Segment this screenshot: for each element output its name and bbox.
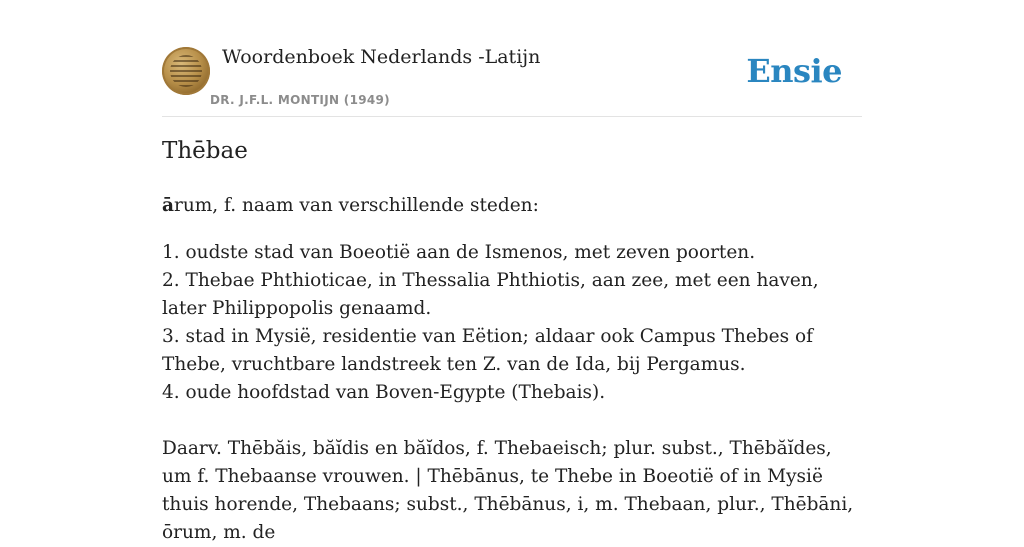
definition-4: 4. oude hoofdstad van Boven-Egypte (Thebais). <box>162 382 606 403</box>
definition-2: 2. Thebae Phthioticae, in Thessalia Phthiotis, aan zee, met een haven, later Philippopolis genaamd. <box>162 270 819 319</box>
book-cover-thumbnail[interactable] <box>162 47 210 95</box>
intro-bold: ā <box>162 195 174 216</box>
book-author: DR. J.F.L. MONTIJN (1949) <box>210 93 390 107</box>
entry-intro <box>162 192 862 220</box>
definition-1: 1. oudste stad van Boeotië aan de Ismenos, met zeven poorten. <box>162 242 756 263</box>
book-title-link[interactable]: Woordenboek Nederlands -Latijn <box>222 46 541 68</box>
site-header <box>162 46 862 117</box>
ensie-logo[interactable]: Ensie <box>746 52 842 90</box>
entry-title: Thēbae <box>162 138 248 164</box>
entry-content <box>162 192 862 547</box>
intro-text: rum, f. naam van verschillende steden: <box>174 195 539 216</box>
derivations-paragraph: Daarv. Thēbăis, băĭdis en băĭdos, f. Thebaeisch; plur. subst., Thēbăĭdes, um f. Thebaanse vrouwen. | Thēbānus, te Thebe in Boeotië of in Mysië thuis horende, Thebaans; subst., Thēbānus, i, m. Thebaan, plur., Thēbāni, ōrum, m. de <box>162 438 854 543</box>
definition-3: 3. stad in Mysië, residentie van Eëtion; aldaar ook Campus Thebes of Thebe, vruchtbare landstreek ten Z. van de Ida, bij Pergamus. <box>162 326 813 375</box>
